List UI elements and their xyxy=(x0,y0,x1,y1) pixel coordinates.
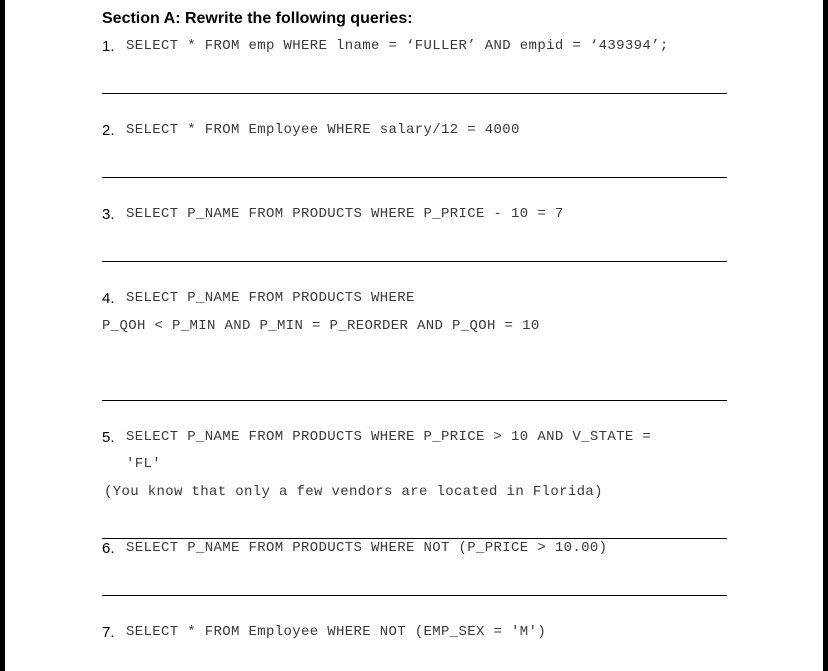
answer-line xyxy=(102,177,727,178)
query-sql-continuation: P_QOH < P_MIN AND P_MIN = P_REORDER AND P_QOH = 10 xyxy=(102,318,540,334)
section-title: Section A: Rewrite the following queries: xyxy=(102,10,413,27)
query-number: 4. xyxy=(102,290,115,307)
query-sql: SELECT * FROM Employee WHERE NOT (EMP_SEX = 'M') xyxy=(126,624,547,640)
query-number: 1. xyxy=(102,38,115,55)
answer-line xyxy=(102,538,727,539)
query-number: 6. xyxy=(102,540,115,557)
query-sql-continuation: 'FL' xyxy=(126,456,162,472)
query-number: 5. xyxy=(102,429,115,446)
query-number: 2. xyxy=(102,122,115,139)
query-number: 3. xyxy=(102,206,115,223)
answer-line xyxy=(102,595,727,596)
answer-line xyxy=(102,93,727,94)
query-sql: SELECT P_NAME FROM PRODUCTS WHERE P_PRICE - 10 = 7 xyxy=(126,206,564,222)
query-sql: SELECT P_NAME FROM PRODUCTS WHERE xyxy=(126,290,415,306)
query-sql: SELECT * FROM Employee WHERE salary/12 = 4000 xyxy=(126,122,520,138)
query-sql: SELECT P_NAME FROM PRODUCTS WHERE P_PRICE > 10 AND V_STATE = xyxy=(126,429,652,445)
answer-line xyxy=(102,400,727,401)
query-sql: SELECT P_NAME FROM PRODUCTS WHERE NOT (P_PRICE > 10.00) xyxy=(126,540,608,556)
document-page xyxy=(5,0,823,671)
answer-line xyxy=(102,261,727,262)
query-sql: SELECT * FROM emp WHERE lname = ‘FULLER’ AND empid = ‘439394’; xyxy=(126,38,669,54)
query-number: 7. xyxy=(102,624,115,641)
query-note: (You know that only a few vendors are located in Florida) xyxy=(104,484,603,500)
